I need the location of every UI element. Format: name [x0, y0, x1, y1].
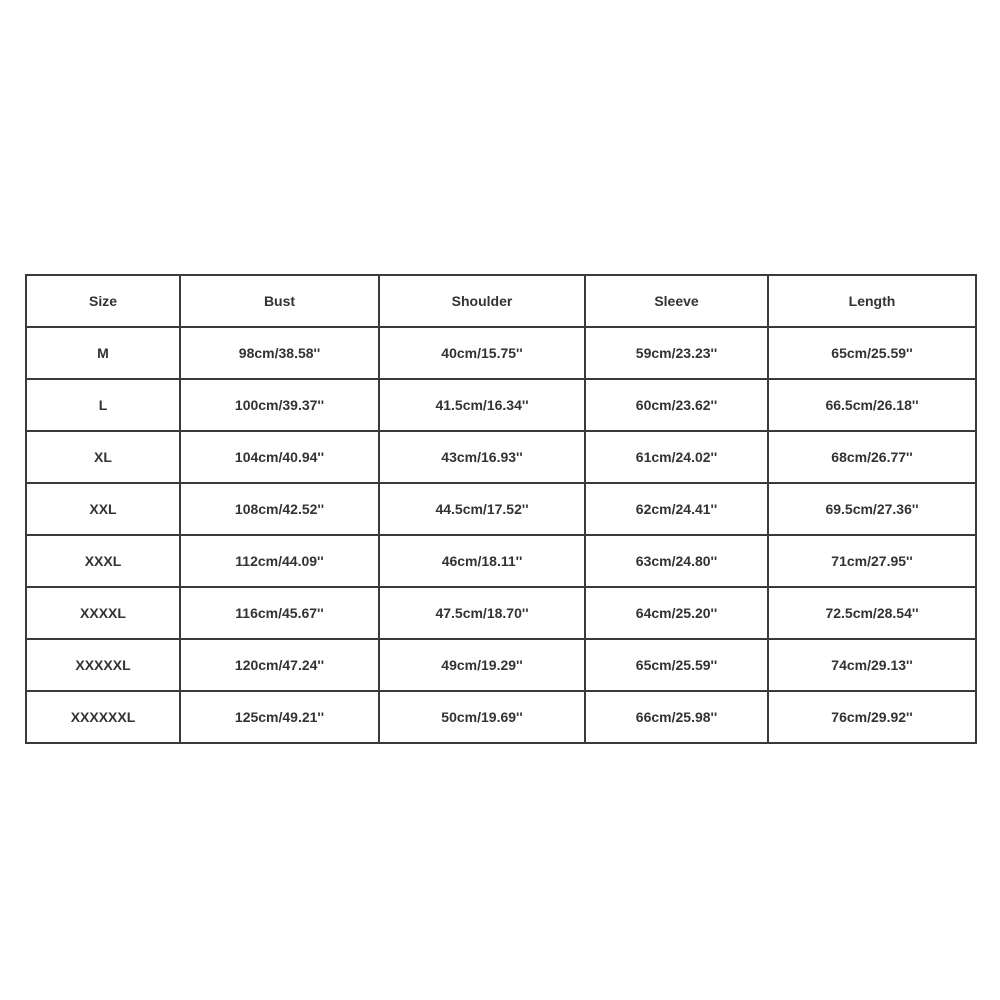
cell-bust: 104cm/40.94'' — [180, 431, 379, 483]
cell-bust: 125cm/49.21'' — [180, 691, 379, 743]
cell-shoulder: 50cm/19.69'' — [379, 691, 585, 743]
header-sleeve: Sleeve — [585, 275, 768, 327]
cell-size: XXL — [26, 483, 180, 535]
cell-size: L — [26, 379, 180, 431]
cell-length: 71cm/27.95'' — [768, 535, 976, 587]
table-row — [26, 691, 976, 743]
table-row — [26, 431, 976, 483]
cell-shoulder: 41.5cm/16.34'' — [379, 379, 585, 431]
size-chart-table — [25, 274, 977, 744]
cell-sleeve: 64cm/25.20'' — [585, 587, 768, 639]
cell-sleeve: 62cm/24.41'' — [585, 483, 768, 535]
cell-shoulder: 47.5cm/18.70'' — [379, 587, 585, 639]
table-row — [26, 327, 976, 379]
cell-bust: 98cm/38.58'' — [180, 327, 379, 379]
header-length: Length — [768, 275, 976, 327]
cell-length: 66.5cm/26.18'' — [768, 379, 976, 431]
cell-length: 72.5cm/28.54'' — [768, 587, 976, 639]
cell-shoulder: 49cm/19.29'' — [379, 639, 585, 691]
cell-sleeve: 60cm/23.62'' — [585, 379, 768, 431]
cell-length: 76cm/29.92'' — [768, 691, 976, 743]
header-row — [26, 275, 976, 327]
cell-length: 74cm/29.13'' — [768, 639, 976, 691]
table-row — [26, 639, 976, 691]
table-row — [26, 535, 976, 587]
cell-shoulder: 40cm/15.75'' — [379, 327, 585, 379]
cell-bust: 120cm/47.24'' — [180, 639, 379, 691]
cell-bust: 112cm/44.09'' — [180, 535, 379, 587]
table-row — [26, 483, 976, 535]
cell-bust: 100cm/39.37'' — [180, 379, 379, 431]
cell-shoulder: 43cm/16.93'' — [379, 431, 585, 483]
table-row — [26, 379, 976, 431]
header-bust: Bust — [180, 275, 379, 327]
cell-sleeve: 63cm/24.80'' — [585, 535, 768, 587]
cell-length: 68cm/26.77'' — [768, 431, 976, 483]
cell-shoulder: 46cm/18.11'' — [379, 535, 585, 587]
cell-length: 69.5cm/27.36'' — [768, 483, 976, 535]
cell-sleeve: 61cm/24.02'' — [585, 431, 768, 483]
cell-size: XXXXL — [26, 587, 180, 639]
cell-bust: 108cm/42.52'' — [180, 483, 379, 535]
cell-shoulder: 44.5cm/17.52'' — [379, 483, 585, 535]
header-shoulder: Shoulder — [379, 275, 585, 327]
cell-size: XXXL — [26, 535, 180, 587]
cell-sleeve: 66cm/25.98'' — [585, 691, 768, 743]
cell-size: XXXXXXL — [26, 691, 180, 743]
header-size: Size — [26, 275, 180, 327]
cell-size: XL — [26, 431, 180, 483]
cell-sleeve: 65cm/25.59'' — [585, 639, 768, 691]
cell-bust: 116cm/45.67'' — [180, 587, 379, 639]
cell-sleeve: 59cm/23.23'' — [585, 327, 768, 379]
cell-length: 65cm/25.59'' — [768, 327, 976, 379]
cell-size: XXXXXL — [26, 639, 180, 691]
table-row — [26, 587, 976, 639]
cell-size: M — [26, 327, 180, 379]
